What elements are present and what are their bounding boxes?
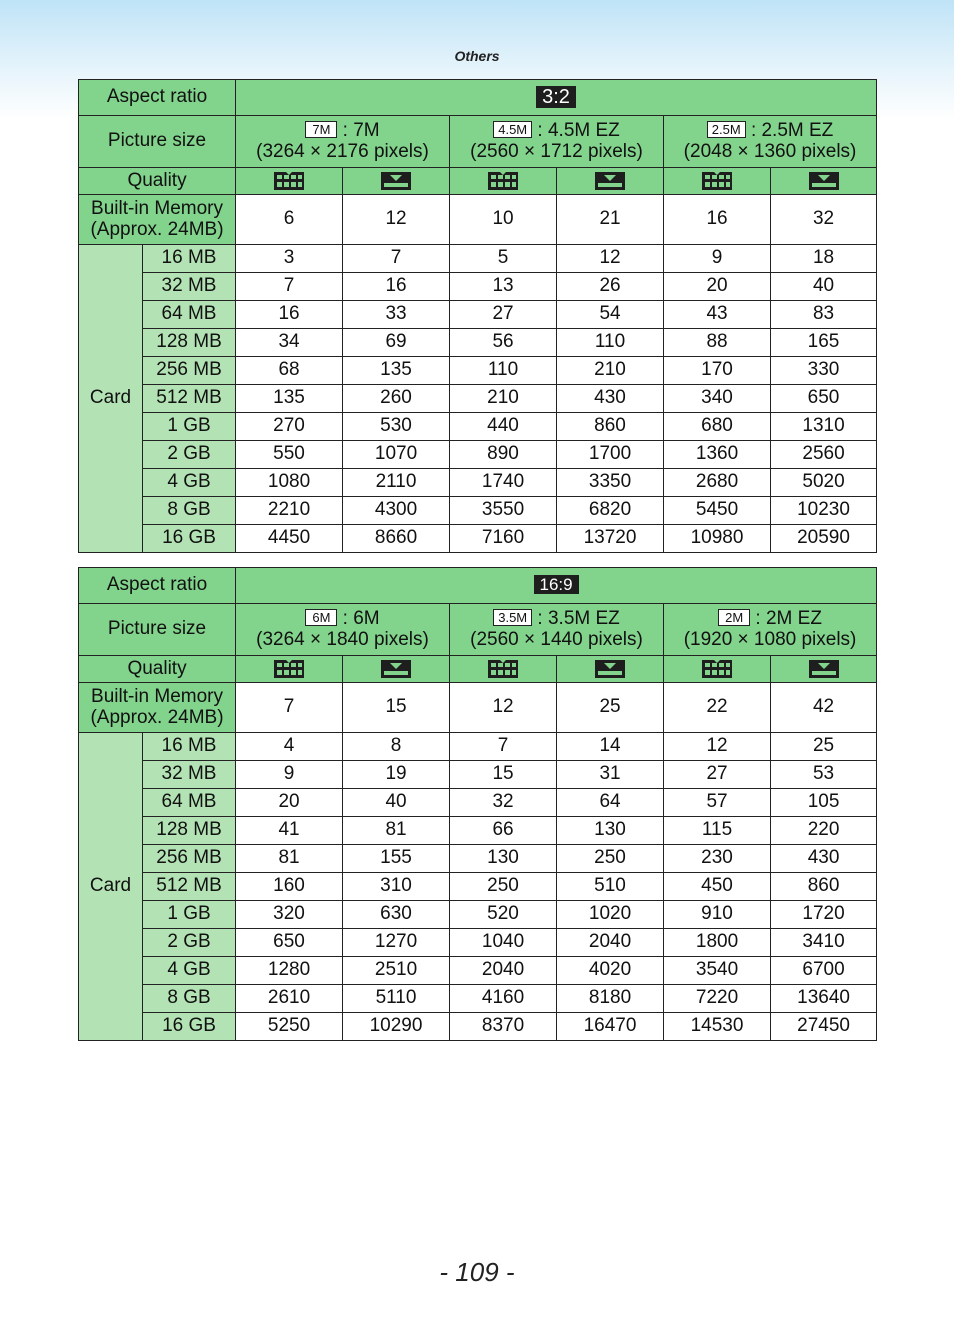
picture-count: 88 (664, 329, 771, 357)
table-row (79, 789, 877, 817)
picture-count: 2210 (236, 497, 343, 525)
picture-count: 12 (664, 733, 771, 761)
picture-count: 57 (664, 789, 771, 817)
quality-cell (236, 656, 343, 683)
picture-count: 210 (557, 357, 664, 385)
page-number: - 109 - (439, 1257, 515, 1287)
picture-count: 26 (557, 273, 664, 301)
card-label: Card (79, 245, 143, 553)
quality-cell (343, 656, 450, 683)
standard-quality-icon (594, 659, 626, 679)
picture-count: 130 (557, 817, 664, 845)
picture-count: 1280 (236, 957, 343, 985)
table-row (79, 733, 877, 761)
picture-size-text: : 6M (342, 607, 380, 629)
picture-size-icon: 2.5M (707, 121, 746, 138)
picture-size-icon: 3.5M (493, 609, 532, 626)
picture-count: 10290 (343, 1013, 450, 1041)
picture-count: 9 (664, 245, 771, 273)
picture-count: 66 (450, 817, 557, 845)
picture-count: 250 (557, 845, 664, 873)
quality-cell (557, 168, 664, 195)
picture-count: 130 (450, 845, 557, 873)
builtin-memory-value: 25 (557, 683, 664, 733)
picture-size-icon: 4.5M (493, 121, 532, 138)
quality-cell (771, 656, 877, 683)
aspect-ratio-value (236, 80, 877, 116)
picture-size-pixels: (2560 × 1440 pixels) (470, 628, 643, 650)
builtin-memory-label-line2: (Approx. 24MB) (90, 218, 224, 240)
builtin-memory-value: 15 (343, 683, 450, 733)
picture-count: 56 (450, 329, 557, 357)
picture-count: 40 (771, 273, 877, 301)
picture-count: 3350 (557, 469, 664, 497)
picture-count: 32 (450, 789, 557, 817)
quality-cell (450, 168, 557, 195)
picture-count: 4020 (557, 957, 664, 985)
standard-quality-icon (808, 171, 840, 191)
picture-count: 105 (771, 789, 877, 817)
picture-count: 7 (450, 733, 557, 761)
quality-label: Quality (79, 168, 236, 195)
picture-count: 3 (236, 245, 343, 273)
picture-size-text: : 2M EZ (755, 607, 822, 629)
aspect-ratio-label: Aspect ratio (79, 80, 236, 116)
picture-count: 650 (771, 385, 877, 413)
picture-count: 8370 (450, 1013, 557, 1041)
picture-count: 20590 (771, 525, 877, 553)
picture-count: 43 (664, 301, 771, 329)
picture-count: 7 (343, 245, 450, 273)
card-label: Card (79, 733, 143, 1041)
picture-size-option (450, 604, 664, 656)
recording-capacity-table-16-9 (78, 567, 877, 1041)
quality-cell (450, 656, 557, 683)
picture-count: 630 (343, 901, 450, 929)
picture-count: 210 (450, 385, 557, 413)
aspect-ratio-value (236, 568, 877, 604)
picture-count: 170 (664, 357, 771, 385)
picture-count: 8660 (343, 525, 450, 553)
picture-size-pixels: (1920 × 1080 pixels) (683, 628, 857, 650)
picture-count: 2040 (450, 957, 557, 985)
picture-count: 4 (236, 733, 343, 761)
picture-count: 110 (557, 329, 664, 357)
picture-count: 1040 (450, 929, 557, 957)
picture-count: 680 (664, 413, 771, 441)
quality-cell (771, 168, 877, 195)
picture-count: 1070 (343, 441, 450, 469)
picture-count: 1700 (557, 441, 664, 469)
picture-count: 1800 (664, 929, 771, 957)
picture-count: 320 (236, 901, 343, 929)
builtin-memory-value: 12 (450, 683, 557, 733)
table-row (79, 817, 877, 845)
picture-count: 5020 (771, 469, 877, 497)
picture-count: 12 (557, 245, 664, 273)
picture-count: 15 (450, 761, 557, 789)
table-row (79, 441, 877, 469)
picture-count: 165 (771, 329, 877, 357)
picture-count: 53 (771, 761, 877, 789)
picture-size-icon: 2M (718, 609, 750, 626)
picture-count: 33 (343, 301, 450, 329)
picture-size-icon: 7M (305, 121, 337, 138)
table-row (79, 357, 877, 385)
builtin-memory-value: 10 (450, 195, 557, 245)
picture-count: 19 (343, 761, 450, 789)
picture-count: 890 (450, 441, 557, 469)
picture-count: 14530 (664, 1013, 771, 1041)
builtin-memory-value: 22 (664, 683, 771, 733)
picture-count: 340 (664, 385, 771, 413)
picture-size-pixels: (3264 × 1840 pixels) (256, 628, 429, 650)
standard-quality-icon (380, 659, 412, 679)
fine-quality-icon (701, 659, 733, 679)
picture-count: 2560 (771, 441, 877, 469)
standard-quality-icon (808, 659, 840, 679)
builtin-memory-label-line1: Built-in Memory (91, 685, 223, 707)
fine-quality-icon (273, 171, 305, 191)
picture-count: 20 (236, 789, 343, 817)
picture-count: 5110 (343, 985, 450, 1013)
picture-count: 5450 (664, 497, 771, 525)
quality-label: Quality (79, 656, 236, 683)
picture-count: 155 (343, 845, 450, 873)
card-capacity: 8 GB (143, 985, 236, 1013)
picture-count: 2040 (557, 929, 664, 957)
picture-count: 13 (450, 273, 557, 301)
card-capacity: 512 MB (143, 385, 236, 413)
picture-count: 16 (343, 273, 450, 301)
builtin-memory-value: 6 (236, 195, 343, 245)
picture-count: 3410 (771, 929, 877, 957)
picture-count: 6820 (557, 497, 664, 525)
table-row (79, 329, 877, 357)
picture-count: 2510 (343, 957, 450, 985)
picture-size-name (236, 609, 449, 630)
picture-count: 520 (450, 901, 557, 929)
card-capacity: 1 GB (143, 901, 236, 929)
picture-count: 135 (236, 385, 343, 413)
picture-count: 135 (343, 357, 450, 385)
card-capacity: 4 GB (143, 957, 236, 985)
card-capacity: 32 MB (143, 273, 236, 301)
picture-count: 550 (236, 441, 343, 469)
card-capacity: 64 MB (143, 789, 236, 817)
picture-count: 1740 (450, 469, 557, 497)
table-row (79, 273, 877, 301)
card-capacity: 8 GB (143, 497, 236, 525)
picture-count: 6700 (771, 957, 877, 985)
card-capacity: 2 GB (143, 929, 236, 957)
picture-size-text: : 4.5M EZ (537, 119, 620, 141)
picture-size-text: : 3.5M EZ (537, 607, 620, 629)
picture-count: 18 (771, 245, 877, 273)
quality-cell (343, 168, 450, 195)
picture-count: 7 (236, 273, 343, 301)
picture-count: 110 (450, 357, 557, 385)
picture-count: 310 (343, 873, 450, 901)
table-row (79, 901, 877, 929)
table-row (79, 929, 877, 957)
picture-count: 13640 (771, 985, 877, 1013)
card-capacity: 512 MB (143, 873, 236, 901)
picture-count: 1310 (771, 413, 877, 441)
picture-count: 83 (771, 301, 877, 329)
builtin-memory-value: 7 (236, 683, 343, 733)
table-row (79, 1013, 877, 1041)
picture-count: 860 (771, 873, 877, 901)
picture-count: 16470 (557, 1013, 664, 1041)
picture-count: 2680 (664, 469, 771, 497)
picture-count: 69 (343, 329, 450, 357)
picture-count: 41 (236, 817, 343, 845)
card-capacity: 1 GB (143, 413, 236, 441)
standard-quality-icon (594, 171, 626, 191)
table-row (79, 957, 877, 985)
table-row (79, 413, 877, 441)
picture-count: 230 (664, 845, 771, 873)
fine-quality-icon (701, 171, 733, 191)
picture-size-name (450, 121, 663, 142)
aspect-ratio-badge: 3:2 (536, 86, 576, 108)
builtin-memory-label-line1: Built-in Memory (91, 197, 223, 219)
section-header: Others (454, 48, 500, 64)
picture-count: 20 (664, 273, 771, 301)
fine-quality-icon (487, 171, 519, 191)
builtin-memory-value: 42 (771, 683, 877, 733)
picture-count: 860 (557, 413, 664, 441)
picture-count: 5250 (236, 1013, 343, 1041)
picture-count: 10230 (771, 497, 877, 525)
picture-count: 1720 (771, 901, 877, 929)
recording-capacity-table-3-2 (78, 79, 877, 553)
picture-size-option (236, 604, 450, 656)
picture-count: 430 (771, 845, 877, 873)
picture-count: 115 (664, 817, 771, 845)
card-capacity: 128 MB (143, 817, 236, 845)
picture-size-name (450, 609, 663, 630)
picture-size-text: : 7M (342, 119, 380, 141)
table-row (79, 873, 877, 901)
card-capacity: 4 GB (143, 469, 236, 497)
picture-size-text: : 2.5M EZ (750, 119, 834, 141)
aspect-ratio-badge: 16:9 (534, 575, 579, 594)
picture-count: 1270 (343, 929, 450, 957)
picture-count: 4300 (343, 497, 450, 525)
builtin-memory-label (79, 683, 236, 733)
picture-count: 2610 (236, 985, 343, 1013)
picture-count: 68 (236, 357, 343, 385)
table-row (79, 761, 877, 789)
aspect-ratio-label: Aspect ratio (79, 568, 236, 604)
picture-count: 8 (343, 733, 450, 761)
picture-size-name (664, 121, 876, 142)
standard-quality-icon (380, 171, 412, 191)
card-capacity: 16 GB (143, 1013, 236, 1041)
picture-count: 510 (557, 873, 664, 901)
picture-count: 430 (557, 385, 664, 413)
picture-count: 13720 (557, 525, 664, 553)
picture-size-option (664, 116, 877, 168)
picture-count: 14 (557, 733, 664, 761)
table-row (79, 469, 877, 497)
builtin-memory-value: 12 (343, 195, 450, 245)
picture-size-label: Picture size (79, 604, 236, 656)
card-capacity: 256 MB (143, 357, 236, 385)
picture-count: 260 (343, 385, 450, 413)
card-capacity: 32 MB (143, 761, 236, 789)
quality-cell (664, 168, 771, 195)
picture-count: 450 (664, 873, 771, 901)
picture-count: 7160 (450, 525, 557, 553)
table-row (79, 497, 877, 525)
picture-size-icon: 6M (305, 609, 337, 626)
card-capacity: 16 GB (143, 525, 236, 553)
picture-count: 1360 (664, 441, 771, 469)
picture-count: 4450 (236, 525, 343, 553)
picture-count: 34 (236, 329, 343, 357)
table-row (79, 385, 877, 413)
builtin-memory-label (79, 195, 236, 245)
picture-count: 440 (450, 413, 557, 441)
picture-count: 270 (236, 413, 343, 441)
picture-count: 250 (450, 873, 557, 901)
picture-count: 2110 (343, 469, 450, 497)
picture-count: 25 (771, 733, 877, 761)
card-capacity: 2 GB (143, 441, 236, 469)
picture-count: 81 (236, 845, 343, 873)
picture-count: 1080 (236, 469, 343, 497)
table-row (79, 985, 877, 1013)
card-capacity: 256 MB (143, 845, 236, 873)
table-row (79, 301, 877, 329)
picture-size-option (664, 604, 877, 656)
quality-cell (664, 656, 771, 683)
picture-count: 40 (343, 789, 450, 817)
picture-count: 31 (557, 761, 664, 789)
picture-size-name (664, 609, 876, 630)
picture-count: 27450 (771, 1013, 877, 1041)
picture-count: 9 (236, 761, 343, 789)
fine-quality-icon (487, 659, 519, 679)
table-row (79, 845, 877, 873)
picture-count: 7220 (664, 985, 771, 1013)
table-row (79, 525, 877, 553)
picture-count: 5 (450, 245, 557, 273)
picture-count: 8180 (557, 985, 664, 1013)
picture-count: 3540 (664, 957, 771, 985)
builtin-memory-value: 21 (557, 195, 664, 245)
picture-count: 330 (771, 357, 877, 385)
picture-size-pixels: (2560 × 1712 pixels) (470, 140, 643, 162)
picture-count: 64 (557, 789, 664, 817)
picture-count: 3550 (450, 497, 557, 525)
quality-cell (236, 168, 343, 195)
card-capacity: 128 MB (143, 329, 236, 357)
quality-cell (557, 656, 664, 683)
builtin-memory-value: 16 (664, 195, 771, 245)
picture-count: 10980 (664, 525, 771, 553)
picture-count: 1020 (557, 901, 664, 929)
picture-size-label: Picture size (79, 116, 236, 168)
picture-count: 4160 (450, 985, 557, 1013)
picture-size-option (450, 116, 664, 168)
picture-count: 910 (664, 901, 771, 929)
picture-count: 54 (557, 301, 664, 329)
picture-size-option (236, 116, 450, 168)
picture-count: 16 (236, 301, 343, 329)
card-capacity: 16 MB (143, 245, 236, 273)
table-row (79, 245, 877, 273)
picture-size-pixels: (3264 × 2176 pixels) (256, 140, 429, 162)
picture-size-name (236, 121, 449, 142)
picture-count: 81 (343, 817, 450, 845)
picture-count: 27 (450, 301, 557, 329)
fine-quality-icon (273, 659, 305, 679)
picture-count: 220 (771, 817, 877, 845)
picture-count: 650 (236, 929, 343, 957)
picture-size-pixels: (2048 × 1360 pixels) (683, 140, 857, 162)
picture-count: 530 (343, 413, 450, 441)
card-capacity: 16 MB (143, 733, 236, 761)
card-capacity: 64 MB (143, 301, 236, 329)
picture-count: 160 (236, 873, 343, 901)
picture-count: 27 (664, 761, 771, 789)
builtin-memory-label-line2: (Approx. 24MB) (90, 706, 224, 728)
builtin-memory-value: 32 (771, 195, 877, 245)
